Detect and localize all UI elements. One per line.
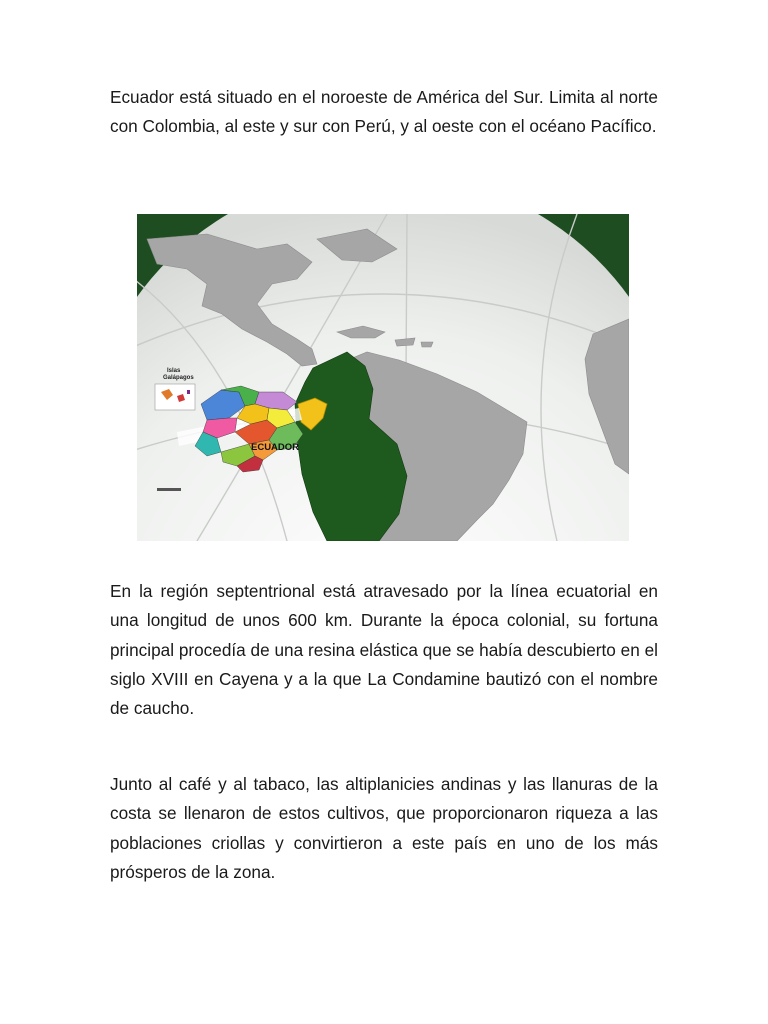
ecuador-location-map <box>137 214 629 541</box>
galapagos-island-icon <box>187 390 190 394</box>
map-svg <box>137 214 629 541</box>
paragraph-intro: Ecuador está situado en el noroeste de América del Sur. Limita al norte con Colombia, al este y sur con Perú, y al oeste con el océano Pacífico. <box>110 87 658 137</box>
galapagos-box <box>155 384 195 410</box>
scale-bar <box>157 488 181 491</box>
paragraph-equator-history: En la región septentrional está atravesado por la línea ecuatorial en una longitud de unos 600 km. Durante la época colonial, su fortuna principal procedía de una resina elástica que se había descubierto en el siglo XVIII en Cayena y a la que La Condamine bautizó con el nombre de caucho. <box>110 581 658 719</box>
paragraph-agriculture: Junto al café y al tabaco, las altiplanicies andinas y las llanuras de la costa se llenaron de estos cultivos, que proporcionaron riqueza a las poblaciones criollas y convirtieron a este país en uno de los más prósperos de la zona. <box>110 774 658 882</box>
galapagos-label-line2: Galápagos <box>163 375 194 381</box>
galapagos-label-line1: Islas <box>167 368 181 374</box>
ecuador-label: ECUADOR <box>251 442 300 453</box>
